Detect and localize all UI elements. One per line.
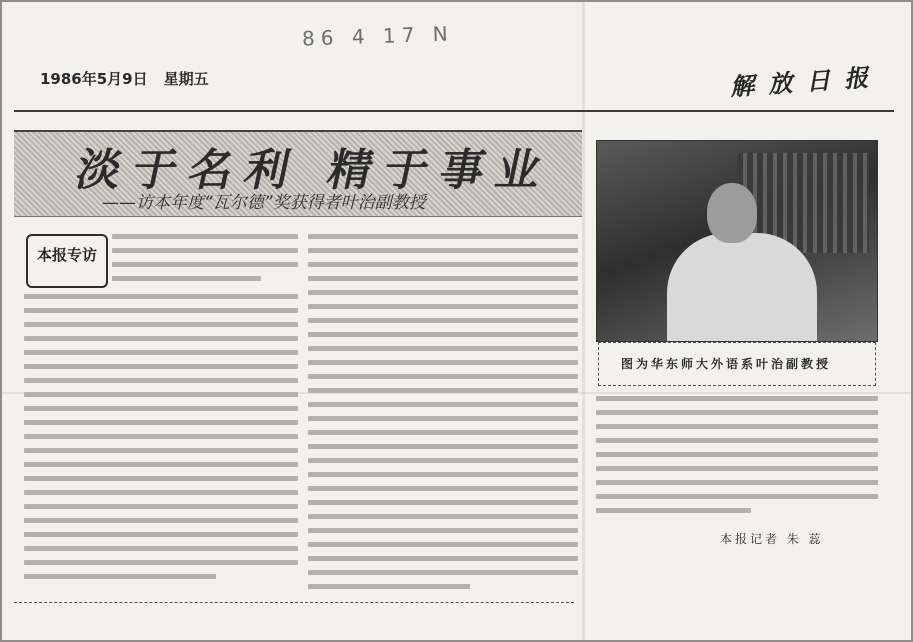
byline: 本报记者 朱 蕊 bbox=[720, 532, 824, 546]
article-column-1-top bbox=[112, 234, 298, 290]
stamp-label: 本报专访 bbox=[36, 246, 97, 264]
photo-caption-box bbox=[598, 342, 876, 386]
dateline bbox=[40, 68, 209, 89]
bottom-dashed-rule bbox=[14, 602, 574, 607]
top-rule bbox=[14, 110, 894, 112]
fold-line-vertical bbox=[582, 2, 585, 640]
date: 1986年5月9日 bbox=[40, 70, 148, 88]
photo-caption: 图为华东师大外语系叶治副教授 bbox=[621, 357, 832, 371]
subtitle: ——访本年度“瓦尔德”奖获得者叶治副教授 bbox=[102, 193, 426, 213]
weekday: 星期五 bbox=[163, 70, 209, 88]
headline: 淡于名利 精于事业 bbox=[71, 145, 558, 196]
handwritten-note: 86 4 17 N bbox=[301, 21, 455, 51]
interview-stamp bbox=[26, 234, 108, 288]
article-column-2 bbox=[308, 234, 578, 598]
portrait-photo bbox=[596, 140, 878, 342]
article-column-3 bbox=[596, 396, 878, 522]
newspaper-clipping bbox=[2, 2, 911, 640]
article-column-1 bbox=[24, 294, 298, 588]
masthead: 解放日报 bbox=[729, 61, 883, 102]
